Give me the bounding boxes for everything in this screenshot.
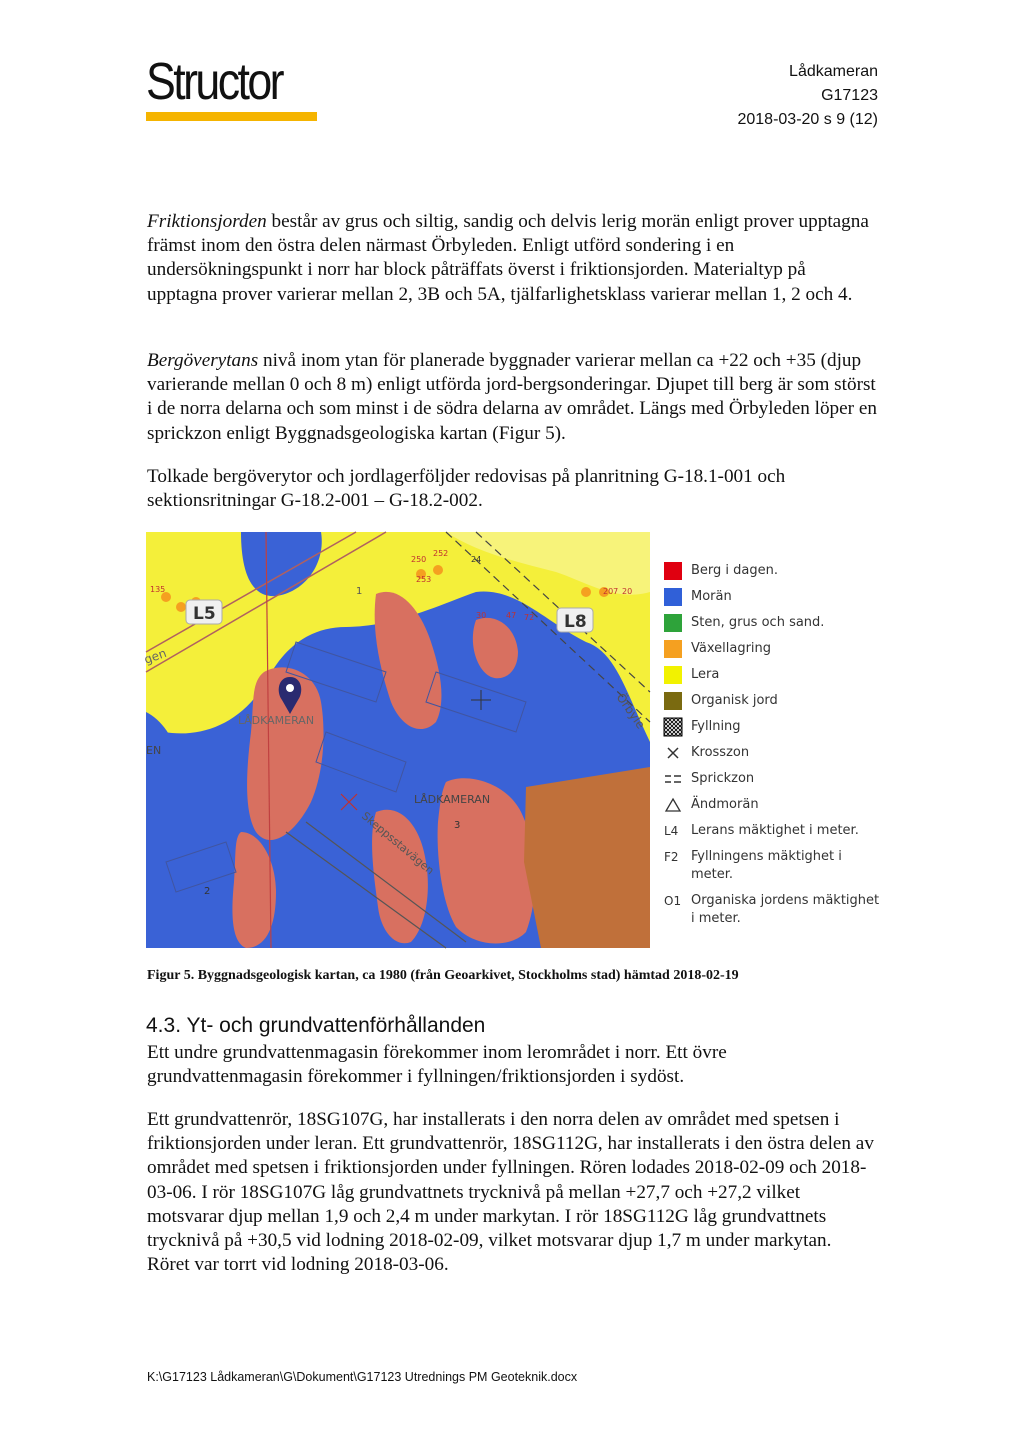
header-date-page: 2018-03-20 s 9 (12) [737,111,878,128]
legend-label: Växellagring [691,641,772,656]
map-label-ladkameran-2: LÅDKAMERAN [414,793,491,806]
legend-label: Fyllningens mäktighet i meter. [691,849,842,882]
legend-symbol-o1: O1 [664,894,682,908]
map-label-v252: 252 [433,549,449,558]
paragraph-friktionsjord-term: Friktionsjorden [147,211,267,232]
location-pin-dot [286,684,294,692]
double-dash-icon [664,770,682,788]
map-label-v250: 250 [411,555,427,564]
logo-underline [146,112,317,121]
map-label-street-skeppsta: Skeppsstavägen [359,809,437,878]
paragraph-bergoveryta-term: Bergöverytans [147,350,259,371]
geology-map-svg [142,532,650,948]
map-dot [433,565,443,575]
map-label-v24: 24 [471,555,482,564]
map-label-n3: 3 [454,820,461,831]
map-label-ladkameran-1: LÅDKAMERAN [238,714,315,727]
map-label-edge: gen [142,645,169,667]
map-label-n1: 1 [356,586,363,597]
footer-path: K:\G17123 Lådkameran\G\Dokument\G17123 Utrednings PM Geoteknik.docx [147,1370,578,1384]
map-dot [176,602,186,612]
map-label-v135: 135 [150,585,166,594]
paragraph-grundvatten-1: Ett undre grundvattenmagasin förekommer inom lerområdet i norr. Ett övre grundvattenmagasin förekommer i fyllningen/friktionsjorden i sydöst. [147,1042,727,1088]
paragraph-friktionsjord [147,210,877,307]
legend-swatch-vaxellagring [664,640,682,658]
legend-label: Morän [691,589,732,604]
legend-label: Krosszon [691,745,750,760]
legend-label: Fyllning [691,719,741,734]
legend-label: Lera [691,667,720,682]
legend-label: Ändmorän [691,797,759,812]
hatch-icon [664,718,682,736]
legend-label: Organiska jordens mäktighet i meter. [691,893,880,926]
map-label-v207: 207 [603,587,619,596]
legend-label: Lerans mäktighet i meter. [691,823,859,838]
section-heading: 4.3. Yt- och grundvattenförhållanden [146,1014,486,1037]
paragraph-bergoveryta [147,349,877,446]
paragraph-friktionsjord-text: består av grus och siltig, sandig och delvis lerig morän enligt prover upptagna främst inom den östra delen närmast Örbyleden. Enligt utförd sondering i en undersökningspunkt i norr har block påträffats överst i friktionsjorden. Materialtyp på upptagna prover varierar mellan 2, 3B och 5A, tjälfarlighetsklass varierar mellan 1, 2 och 4. [147,211,869,305]
map-label-v30: 30 [476,611,487,620]
paragraph-grundvatten-2: Ett grundvattenrör, 18SG107G, har installerats i den norra delen av området med spetsen i friktionsjorden under leran. Ett grundvattenrör, 18SG112G, har installerats i den östra delen av området med spetsen i friktionsjorden under fyllningen. Rören lodades 2018-02-09 och 2018-03-06. I rör 18SG107G låg grundvattnets trycknivå på mellan +27,7 och +27,2 vilket motsvarar djup mellan 1,9 och 2,4 m under markytan. I rör 18SG112G låg grundvattnets trycknivå på +30,5 vid lodning 2018-02-09, vilket motsvarar djup 1,7 m under markytan. Röret var torrt vid lodning 2018-03-06. [147,1109,874,1276]
map-label-v20: 20 [622,587,633,596]
legend-label: Berg i dagen. [691,563,779,578]
map-label-l8: L8 [564,612,587,632]
legend-symbol-f2: F2 [664,850,679,864]
logo-text: Structor [146,53,282,111]
map-label-n2: 2 [204,886,211,897]
cross-x-icon [664,744,682,762]
map-label-street-orbyleden: Örbyle [613,690,648,732]
legend-label: Organisk jord [691,693,778,708]
paragraph-tolkade: Tolkade bergöverytor och jordlagerföljder redovisas på planritning G-18.1-001 och sektionsritningar G-18.2-001 – G-18.2-002. [147,466,786,512]
page-header [737,60,878,132]
figure-caption: Figur 5. Byggnadsgeologisk kartan, ca 1980 (från Geoarkivet, Stockholms stad) hämtad 2018-02-19 [147,968,739,983]
map-brown-area [524,767,650,948]
legend-swatch-moran [664,588,682,606]
map-label-v47: 47 [506,611,517,620]
legend-swatch-organisk [664,692,682,710]
triangle-icon [664,796,682,814]
legend-swatch-berg [664,562,682,580]
legend-swatch-lera [664,666,682,684]
legend-label: Sten, grus och sand. [691,615,825,630]
map-label-v72: 72 [524,613,535,622]
header-number: G17123 [821,87,878,104]
map-dot [581,587,591,597]
header-project: Lådkameran [789,63,878,80]
geology-map [142,532,650,948]
legend-label: Sprickzon [691,771,755,786]
legend-symbol-l4: L4 [664,824,679,838]
map-label-edge-2: EN [146,744,162,757]
paragraph-bergoveryta-text: nivå inom ytan för planerade byggnader varierar mellan ca +22 och +35 (djup varierande mellan 0 och 8 m) enligt utförda jord-bergsonderingar. Djupet till berg är som störst i de norra delarna och som minst i de södra delarna av området. Längs med Örbyleden löper en sprickzon enligt Byggnadsgeologiska kartan (Figur 5). [147,350,877,444]
legend-swatch-sten [664,614,682,632]
structor-logo [146,53,318,122]
map-label-l5: L5 [193,604,216,624]
map-label-v253: 253 [416,575,432,584]
